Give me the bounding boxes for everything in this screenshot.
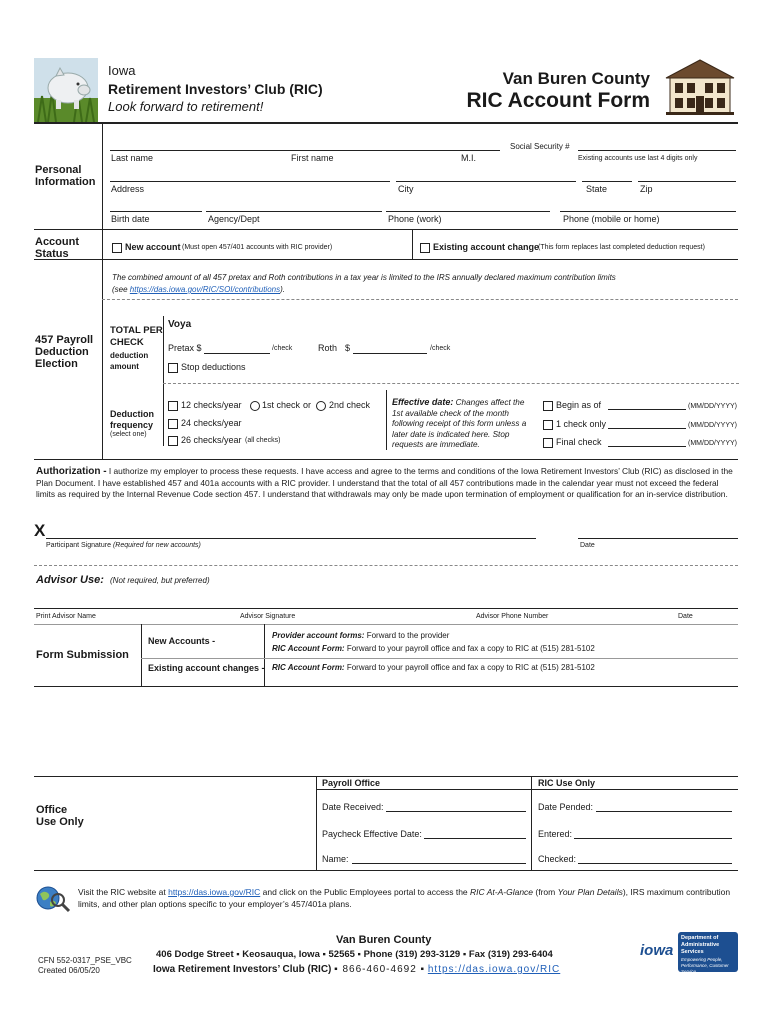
entered-label: Entered: bbox=[538, 829, 573, 839]
stop-deductions-label: Stop deductions bbox=[181, 362, 246, 372]
ric-use-header: RIC Use Only bbox=[538, 778, 596, 788]
account-status-label: Account Status bbox=[35, 236, 79, 260]
one-check-label: 1 check only bbox=[556, 419, 607, 429]
pretax-label: Pretax $ bbox=[168, 343, 202, 353]
address-line[interactable] bbox=[110, 181, 390, 182]
begin-as-of-label: Begin as of bbox=[556, 400, 602, 410]
left-divider bbox=[102, 122, 103, 460]
deduction-frequency-label: Deduction frequency bbox=[110, 409, 154, 430]
form-created: Created 06/05/20 bbox=[38, 966, 100, 975]
limits-bottom-rule bbox=[102, 299, 738, 300]
submission-left-divider bbox=[141, 624, 142, 686]
advisor-top-rule bbox=[34, 565, 738, 566]
roth-per-check: /check bbox=[430, 345, 451, 352]
header-state: Iowa bbox=[108, 63, 136, 78]
second-check-label: 2nd check bbox=[329, 400, 371, 410]
paycheck-effective-label: Paycheck Effective Date: bbox=[322, 829, 422, 839]
participant-signature-label: Participant Signature (Required for new accounts) bbox=[46, 542, 201, 549]
provider-forms-row: Provider account forms: Forward to the provider bbox=[272, 631, 450, 640]
account-status-bottom-rule bbox=[34, 259, 738, 260]
footer-club-row: Iowa Retirement Investors’ Club (RIC) ▪ 866-460-4692 ▪ https://das.iowa.gov/RIC bbox=[153, 964, 561, 975]
iowa-das-logo bbox=[640, 930, 738, 974]
form-submission-label: Form Submission bbox=[36, 649, 129, 661]
deduction-amount-label: deduction amount bbox=[110, 351, 149, 371]
contribution-limit-note: The combined amount of all 457 pretax and Roth contributions in a tax year is limited to the IRS annually declared maximum contribution limits (see https://das.iowa.gov/RIC/SOI/contributions). bbox=[112, 273, 616, 294]
stop-deductions-checkbox[interactable] bbox=[168, 363, 178, 373]
signature-x: X bbox=[34, 521, 46, 540]
ssn-label: Social Security # bbox=[510, 142, 570, 151]
new-account-note: (Must open 457/401 accounts with RIC provider) bbox=[182, 244, 333, 251]
county-name: Van Buren County bbox=[502, 69, 650, 88]
roth-label: Roth bbox=[318, 343, 338, 353]
payroll-office-header: Payroll Office bbox=[322, 778, 381, 788]
office-left-divider bbox=[316, 776, 317, 870]
ric-website-link[interactable]: https://das.iowa.gov/RIC bbox=[168, 887, 261, 897]
piggy-bank-logo bbox=[34, 58, 98, 122]
first-check-radio[interactable] bbox=[250, 401, 260, 411]
ssn-note: Existing accounts use last 4 digits only bbox=[578, 155, 698, 162]
final-check-label: Final check bbox=[556, 437, 602, 447]
phone-mobile-label: Phone (mobile or home) bbox=[563, 214, 660, 224]
begin-as-of-checkbox[interactable] bbox=[543, 401, 553, 411]
ssn-line[interactable] bbox=[578, 150, 736, 151]
footer-address: 406 Dodge Street ▪ Keosauqua, Iowa ▪ 52565 ▪ Phone (319) 293-3129 ▪ Fax (319) 293-6404 bbox=[156, 949, 553, 960]
effective-date-text: Effective date: Changes affect the 1st available check of the month following receipt of this form unless a later date is indicated here. Stop requests are immediate. bbox=[392, 397, 527, 449]
submission-bottom-rule bbox=[34, 686, 738, 687]
existing-account-label: Existing account change bbox=[433, 242, 540, 252]
select-one-note: (select one) bbox=[110, 431, 147, 438]
entered-line[interactable] bbox=[574, 838, 732, 839]
courthouse-icon bbox=[664, 58, 736, 116]
header-rule bbox=[34, 122, 738, 124]
provider-name: Voya bbox=[168, 319, 192, 330]
one-check-date-format: (MM/DD/YYYY) bbox=[688, 422, 737, 429]
state-label: State bbox=[586, 184, 608, 194]
total-per-check-label: TOTAL PER CHECK bbox=[110, 325, 163, 348]
mi-label: M.I. bbox=[461, 153, 476, 163]
iowa-wordmark: iowa bbox=[640, 942, 674, 959]
date-received-line[interactable] bbox=[386, 811, 526, 812]
header-tagline: Look forward to retirement! bbox=[108, 99, 264, 114]
payroll-bottom-rule bbox=[34, 459, 738, 460]
or-label: or bbox=[303, 400, 312, 410]
final-check-date-format: (MM/DD/YYYY) bbox=[688, 440, 737, 447]
form-cfn: CFN 552-0317_PSE_VBC bbox=[38, 956, 132, 965]
freq-26-checkbox[interactable] bbox=[168, 436, 178, 446]
freq-26-label: 26 checks/year bbox=[181, 435, 242, 445]
new-account-label: New account bbox=[125, 242, 181, 252]
begin-date-line[interactable] bbox=[608, 409, 686, 410]
office-bottom-rule bbox=[34, 870, 738, 871]
ric-form-row-2: RIC Account Form: Forward to your payroll office and fax a copy to RIC at (515) 281-5102 bbox=[272, 663, 595, 672]
office-top-rule bbox=[34, 776, 738, 777]
roth-amount-line[interactable] bbox=[353, 353, 427, 354]
agency-label: Agency/Dept bbox=[208, 214, 260, 224]
new-accounts-label: New Accounts - bbox=[148, 636, 216, 646]
office-name-label: Name: bbox=[322, 854, 349, 864]
freq-24-checkbox[interactable] bbox=[168, 419, 178, 429]
checked-label: Checked: bbox=[538, 854, 577, 864]
submission-mid-divider bbox=[264, 624, 265, 686]
globe-search-icon bbox=[34, 884, 72, 914]
account-status-top-rule bbox=[34, 229, 738, 230]
begin-date-format: (MM/DD/YYYY) bbox=[688, 403, 737, 410]
participant-signature-line[interactable] bbox=[46, 538, 536, 539]
zip-label: Zip bbox=[640, 184, 653, 194]
first-name-label: First name bbox=[291, 153, 334, 163]
contributions-link[interactable]: https://das.iowa.gov/RIC/SOI/contributions bbox=[129, 285, 281, 294]
last-first-line[interactable] bbox=[110, 150, 500, 151]
city-label: City bbox=[398, 184, 414, 194]
header-club: Retirement Investors’ Club (RIC) bbox=[108, 81, 323, 97]
date-pended-label: Date Pended: bbox=[538, 802, 594, 812]
advisor-phone-label: Advisor Phone Number bbox=[476, 613, 549, 620]
existing-account-checkbox[interactable] bbox=[420, 243, 430, 253]
advisor-use-note: (Not required, but preferred) bbox=[110, 576, 210, 585]
second-check-radio[interactable] bbox=[316, 401, 326, 411]
office-header-rule bbox=[316, 789, 738, 790]
state-line[interactable] bbox=[582, 181, 632, 182]
phone-mobile-line[interactable] bbox=[560, 211, 736, 212]
final-check-date-line[interactable] bbox=[608, 446, 686, 447]
effective-divider bbox=[386, 390, 387, 450]
paycheck-effective-line[interactable] bbox=[424, 838, 526, 839]
existing-changes-label: Existing account changes - bbox=[148, 663, 265, 673]
authorization-text: Authorization - I authorize my employer to process these requests. I have access and agree to the terms and conditions of the Iowa Retirement Investors’ Club (RIC) as disclosed in the Plan Document. I have established 457 and 401a accounts with a RIC provider. I understand that the total of all 457 contributions made in the calendar year must not exceed the federal limits as required by the Internal Revenue Code section 457. I understand that withdrawals may only be made upon termination of employment or qualification for an in-service distribution. bbox=[36, 466, 733, 499]
footer-county: Van Buren County bbox=[336, 934, 432, 946]
freq-12-label: 12 checks/year bbox=[181, 400, 242, 410]
advisor-use-label: Advisor Use: bbox=[36, 574, 104, 586]
roth-dollar: $ bbox=[345, 343, 351, 353]
phone-work-line[interactable] bbox=[386, 211, 550, 212]
footer-url-link[interactable]: https://das.iowa.gov/RIC bbox=[427, 964, 561, 975]
submission-top-rule bbox=[34, 624, 738, 625]
office-use-label: Office Use Only bbox=[36, 804, 84, 828]
ric-form-row: RIC Account Form: Forward to your payroll office and fax a copy to RIC at (515) 281-5102 bbox=[272, 644, 595, 653]
last-name-label: Last name bbox=[111, 153, 154, 163]
existing-account-note: (This form replaces last completed deduction request) bbox=[538, 244, 705, 251]
all-checks-note: (all checks) bbox=[245, 437, 281, 444]
new-account-checkbox[interactable] bbox=[112, 243, 122, 253]
date-received-label: Date Received: bbox=[322, 802, 384, 812]
print-advisor-name-label: Print Advisor Name bbox=[36, 613, 96, 620]
freq-12-checkbox[interactable] bbox=[168, 401, 178, 411]
website-note: Visit the RIC website at https://das.iowa.gov/RIC and click on the Public Employees portal to access the RIC At-A-Glance (from Your Plan Details), IRS maximum contribution limits, and other plan options specific to your employer’s 457/401a plans. bbox=[78, 887, 731, 909]
one-check-checkbox[interactable] bbox=[543, 420, 553, 430]
participant-date-label: Date bbox=[580, 542, 595, 549]
submission-mid-rule bbox=[141, 658, 738, 659]
advisor-date-label: Date bbox=[678, 613, 693, 620]
personal-section-label: Personal Information bbox=[35, 164, 96, 188]
birth-date-line[interactable] bbox=[110, 211, 202, 212]
pretax-amount-line[interactable] bbox=[204, 353, 270, 354]
office-mid-divider bbox=[531, 776, 532, 870]
checked-line[interactable] bbox=[578, 863, 732, 864]
payroll-mid-rule bbox=[163, 383, 739, 384]
agency-line[interactable] bbox=[206, 211, 382, 212]
birth-date-label: Birth date bbox=[111, 214, 150, 224]
final-check-checkbox[interactable] bbox=[543, 438, 553, 448]
one-check-date-line[interactable] bbox=[608, 428, 686, 429]
office-name-line[interactable] bbox=[352, 863, 526, 864]
address-label: Address bbox=[111, 184, 145, 194]
participant-date-line[interactable] bbox=[578, 538, 738, 539]
phone-work-label: Phone (work) bbox=[388, 214, 442, 224]
advisor-signature-label: Advisor Signature bbox=[240, 613, 296, 620]
form-title: RIC Account Form bbox=[466, 89, 650, 112]
city-line[interactable] bbox=[396, 181, 576, 182]
zip-line[interactable] bbox=[638, 181, 736, 182]
pretax-per-check: /check bbox=[272, 345, 293, 352]
first-check-label: 1st check bbox=[262, 400, 301, 410]
payroll-section-label: 457 Payroll Deduction Election bbox=[35, 334, 94, 370]
advisor-line[interactable] bbox=[34, 608, 738, 609]
account-status-divider bbox=[412, 229, 413, 259]
das-banner: Department of Administrative Services Empowering People, Performance, Customer Service bbox=[678, 932, 738, 972]
date-pended-line[interactable] bbox=[596, 811, 732, 812]
freq-24-label: 24 checks/year bbox=[181, 418, 242, 428]
